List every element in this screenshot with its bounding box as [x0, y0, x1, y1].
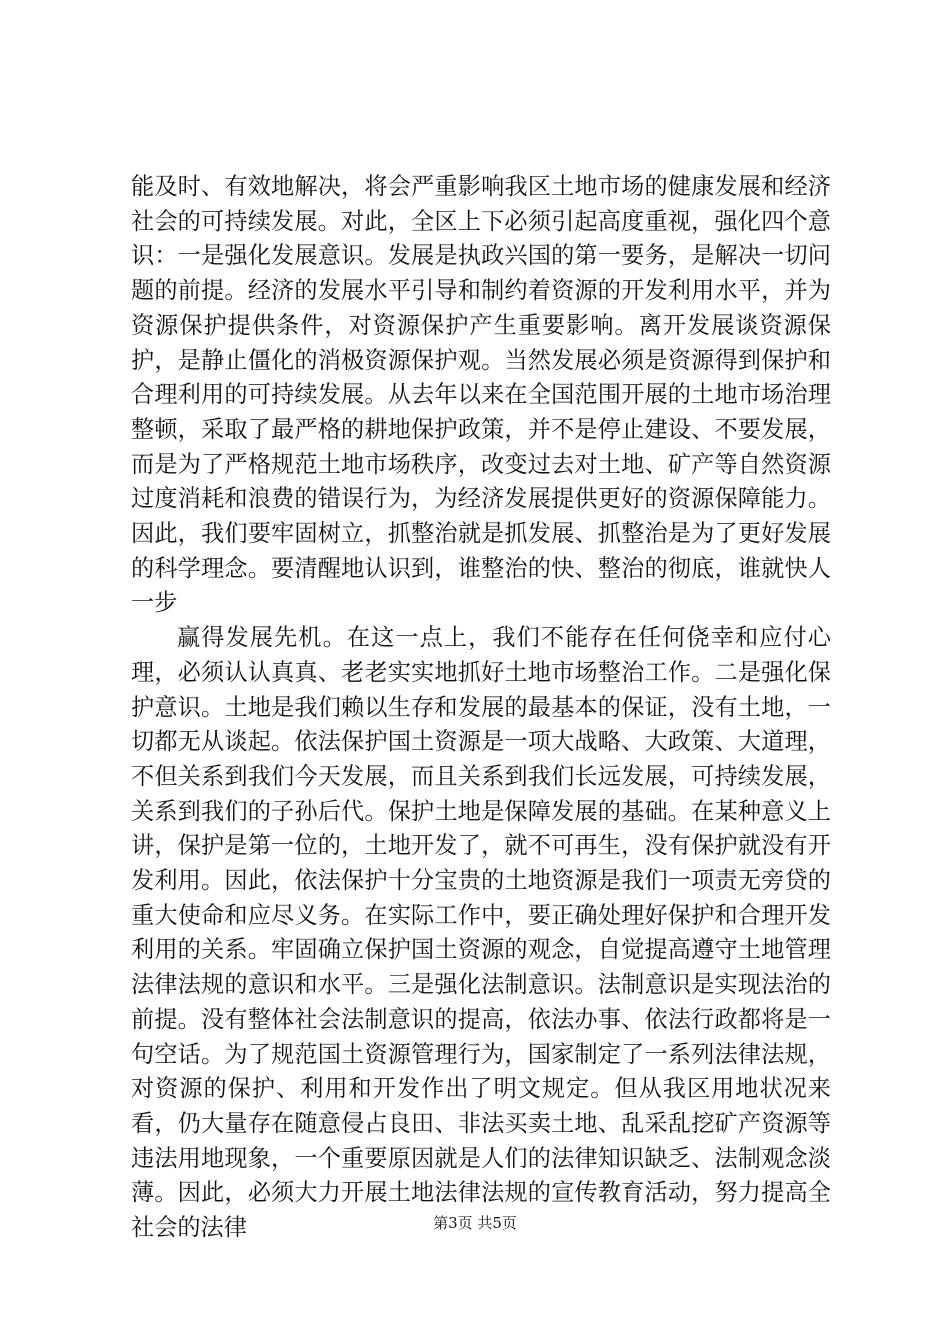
- page-footer: 第3页 共5页: [433, 1214, 517, 1232]
- document-body: [131, 170, 831, 1246]
- paragraph-continuation: 能及时、有效地解决，将会严重影响我区土地市场的健康发展和经济社会的可持续发展。对此，全区上下必须引起高度重视，强化四个意识：一是强化发展意识。发展是执政兴国的第一要务，是解决一切问题的前提。经济的发展水平引导和制约着资源的开发利用水平，并为资源保护提供条件，对资源保护产生重要影响。离开发展谈资源保护，是静止僵化的消极资源保护观。当然发展必须是资源得到保护和合理利用的可持续发展。从去年以来在全国范围开展的土地市场治理整顿，采取了最严格的耕地保护政策，并不是停止建设、不要发展，而是为了严格规范土地市场秩序，改变过去对土地、矿产等自然资源过度消耗和浪费的错误行为，为经济发展提供更好的资源保障能力。因此，我们要牢固树立，抓整治就是抓发展、抓整治是为了更好发展的科学理念。要清醒地认识到，谁整治的快、整治的彻底，谁就快人一步: [131, 173, 831, 617]
- paragraph: 赢得发展先机。在这一点上，我们不能存在任何侥幸和应付心理，必须认认真真、老老实实地抓好土地市场整治工作。二是强化保护意识。土地是我们赖以生存和发展的最基本的保证，没有土地，一切都无从谈起。依法保护国土资源是一项大战略、大政策、大道理，不但关系到我们今天发展，而且关系到我们长远发展，可持续发展，关系到我们的子孙后代。保护土地是保障发展的基础。在某种意义上讲，保护是第一位的，土地开发了，就不可再生，没有保护就没有开发利用。因此，依法保护十分宝贵的土地资源是我们一项责无旁贷的重大使命和应尽义务。在实际工作中，要正确处理好保护和合理开发利用的关系。牢固确立保护国土资源的观念，自觉提高遵守土地管理法律法规的意识和水平。三是强化法制意识。法制意识是实现法治的前提。没有整体社会法制意识的提高，依法办事、依法行政都将是一句空话。为了规范国土资源管理行为，国家制定了一系列法律法规，对资源的保护、利用和开发作出了明文规定。但从我区用地状况来看，仍大量存在随意侵占良田、非法买卖土地、乱采乱挖矿产资源等违法用地现象，一个重要原因就是人们的法律知识缺乏、法制观念淡薄。因此，必须大力开展土地法律法规的宣传教育活动，努力提高全社会的法律: [131, 624, 831, 1242]
